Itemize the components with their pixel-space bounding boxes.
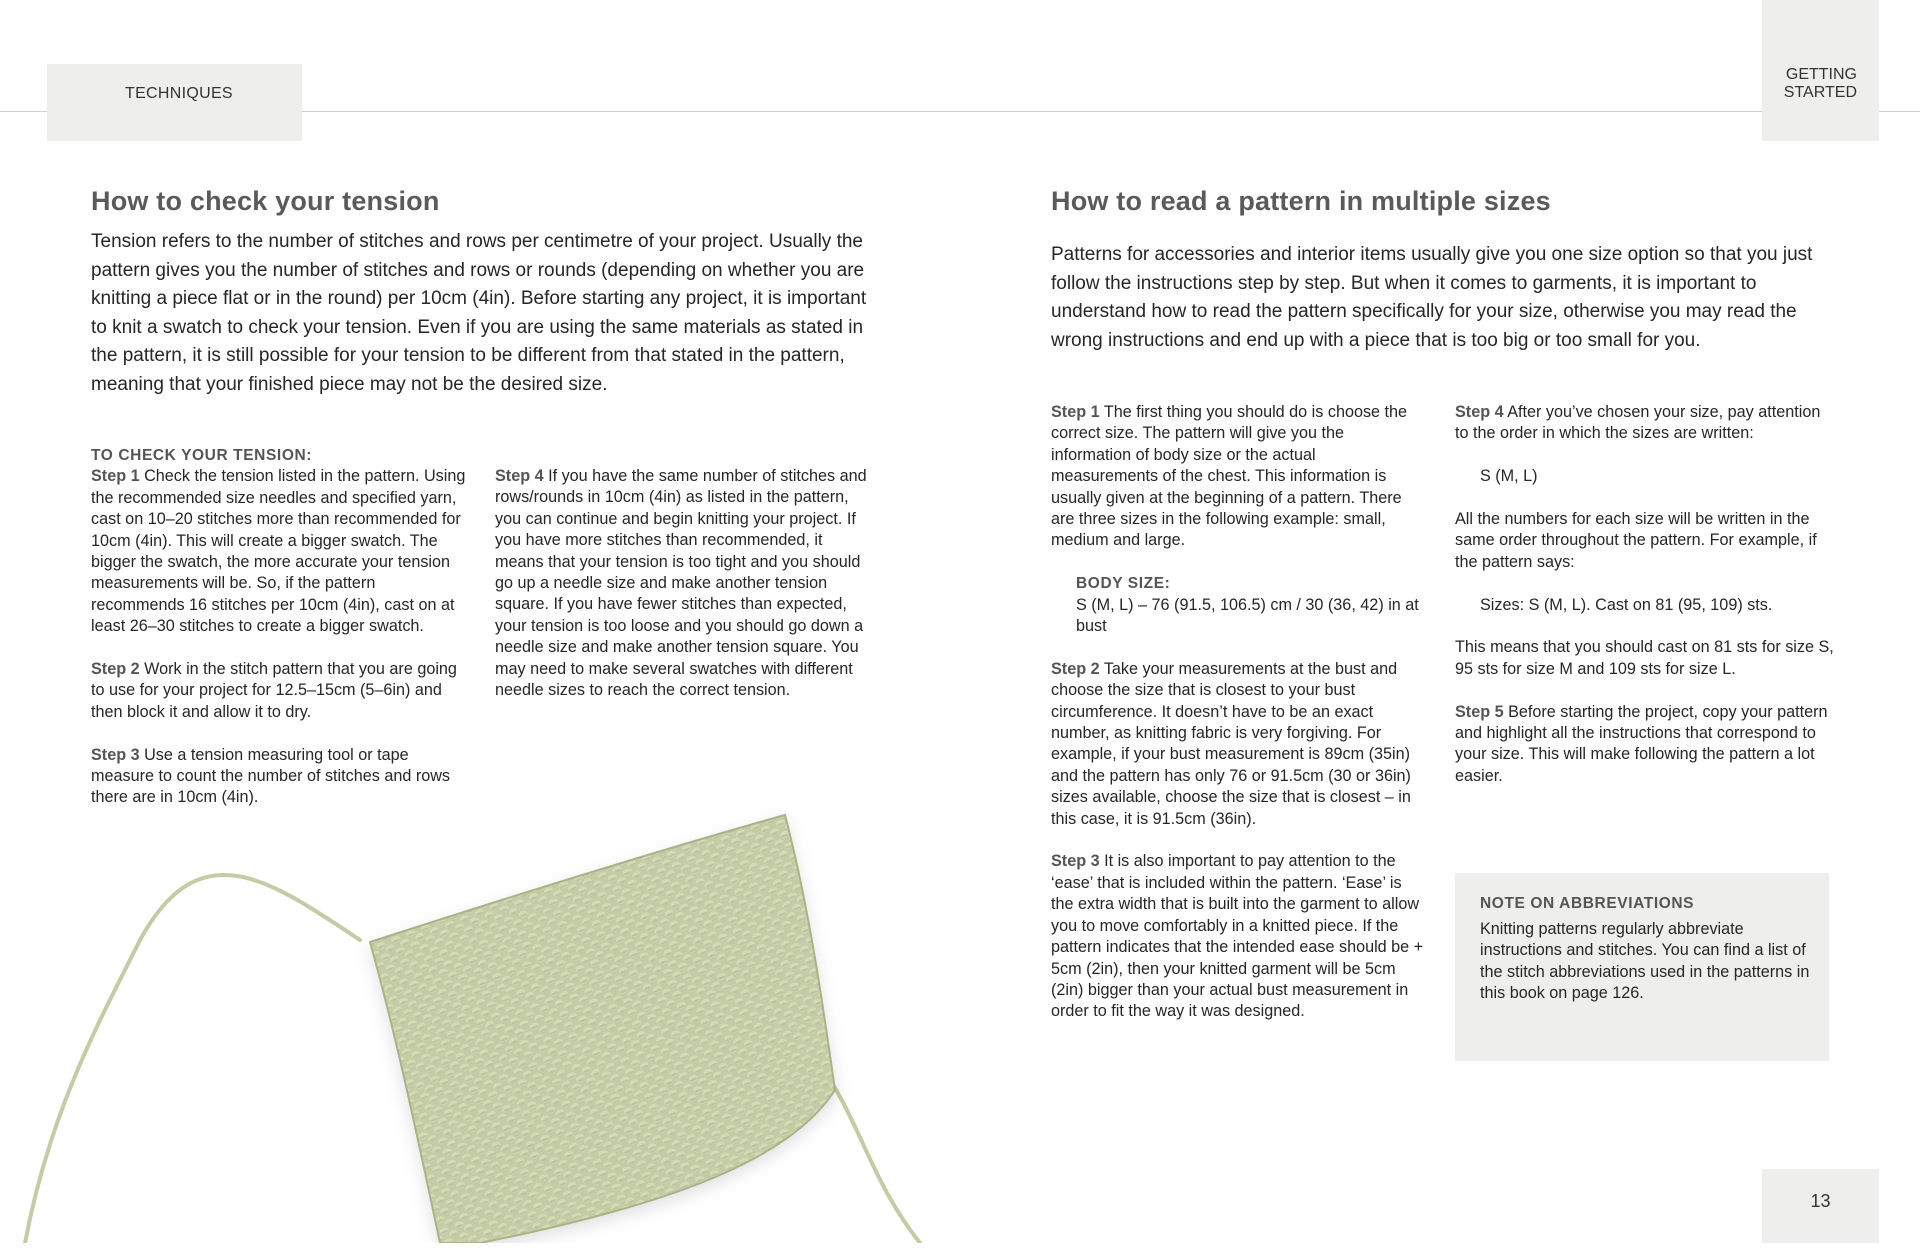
step-text: Check the tension listed in the pattern. Using the recommended size needles and specified yarn, cast on 10–20 stitches more than recommended for 10cm (4in). This will create a bigger swatch. The bigger the swatch, the more accurate your tension measurements will be. So, if the pattern recommends 16 stitches per 10cm (4in), cast on at least 26–30 stitches to create a bigger swatch. (91, 467, 466, 636)
left-steps-column-1 (91, 445, 466, 830)
right-intro-paragraph: Patterns for accessories and interior items usually give you one size option so that you just follow the instructions step by step. But when it comes to garments, it is important to understand how to read the pattern specifically for your size, otherwise you may read the wrong instructions and end up with a piece that is too big or too small for you. (1051, 244, 1813, 351)
section-tab-left (47, 64, 302, 141)
step-label: Step 1 (1051, 403, 1100, 421)
step-label: Step 4 (495, 467, 544, 485)
sizes-example: S (M, L) (1480, 467, 1538, 486)
step-label: Step 1 (91, 467, 140, 486)
page-number-tab (1762, 1169, 1879, 1243)
right-page-title: How to read a pattern in multiple sizes (1051, 186, 1551, 216)
page-number: 13 (1810, 1191, 1831, 1211)
body-size-text: S (M, L) – 76 (91.5, 106.5) cm / 30 (36, 42) in at bust (1076, 595, 1419, 636)
step-label: Step 3 (91, 745, 140, 764)
left-step-4 (495, 466, 875, 701)
right-step-4 (1455, 402, 1835, 445)
right-steps-column-2 (1455, 402, 1835, 809)
step-text: The first thing you should do is choose the correct size. The pattern will give you the information of body size or the actual measurements of the chest. This information is usually given at the beginning of a pattern. There are three sizes in the following example: small, medium and large. (1051, 403, 1408, 550)
section-label-left: TECHNIQUES (125, 85, 233, 102)
cast-on-meaning-text: This means that you should cast on 81 sts for size S, 95 sts for size M and 109 sts for size L. (1455, 638, 1834, 678)
step-label: Step 5 (1455, 702, 1504, 721)
note-heading: NOTE ON ABBREVIATIONS (1480, 895, 1695, 912)
left-step-2 (91, 659, 466, 723)
left-intro-paragraph: Tension refers to the number of stitches and rows per centimetre of your project. Usually the pattern gives you the number of stitches and rows or rounds (depending on whether you are knitting a piece flat or in the round) per 10cm (4in). Before starting any project, it is important to knit a swatch to check your tension. Even if you are using the same materials as stated in the pattern, it is still possible for your tension to be different from that stated in the pattern, meaning that your finished piece may not be the desired size. (91, 231, 867, 395)
body-size-example (1051, 573, 1426, 637)
right-step-5 (1455, 702, 1835, 788)
right-steps-column-1 (1051, 402, 1426, 1044)
left-page-title: How to check your tension (91, 186, 440, 216)
right-step-3 (1051, 851, 1426, 1022)
knitted-swatch-image (20, 790, 965, 1243)
step-text: After you’ve chosen your size, pay attention to the order in which the sizes are written: (1455, 403, 1821, 443)
note-box (1455, 873, 1829, 1061)
note-text: Knitting patterns regularly abbreviate instructions and stitches. You can find a list of the stitch abbreviations used in the patterns in this book on page 126. (1480, 920, 1810, 1003)
step-text: Work in the stitch pattern that you are going to use for your project for 12.5–15cm (5–6in) and then block it and allow it to dry. (91, 660, 457, 721)
step-label: Step 2 (1051, 659, 1100, 678)
cast-on-example: Sizes: S (M, L). Cast on 81 (95, 109) sts. (1480, 595, 1773, 614)
tension-subheading: TO CHECK YOUR TENSION: (91, 447, 313, 464)
size-order-text: All the numbers for each size will be written in the same order throughout the pattern. For example, if the pattern says: (1455, 510, 1817, 571)
left-steps-column-2 (495, 466, 875, 723)
section-tab-right (1762, 0, 1879, 141)
step-text: Use a tension measuring tool or tape measure to count the number of stitches and rows there are in 10cm (4in). (91, 745, 451, 807)
step-label: Step 4 (1455, 403, 1504, 421)
body-size-label: BODY SIZE: (1076, 575, 1171, 593)
step-text: Take your measurements at the bust and choose the size that is closest to your bust circumference. It doesn’t have to be an exact number, as knitting fabric is very forgiving. For example, if your bust measurement is 89cm (35in) and the pattern has only 76 or 91.5cm (30 or 36in) sizes available, choose the size that is closest – in this case, it is 91.5cm (36in). (1051, 659, 1411, 828)
step-text: It is also important to pay attention to the ‘ease’ that is included within the pattern. ‘Ease’ is the extra width that is built into the garment to allow you to move comfortably in a knitted piece. If the pattern indicates that the intended ease should be + 5cm (2in), then your knitted garment will be 5cm (2in) bigger than your actual bust measurement in order to fit the way it was designed. (1051, 852, 1424, 1021)
step-label: Step 3 (1051, 852, 1100, 871)
right-step-1 (1051, 402, 1426, 552)
step-text: Before starting the project, copy your pattern and highlight all the instructions that correspond to your size. This will make following the pattern a lot easier. (1455, 702, 1828, 785)
step-text: If you have the same number of stitches and rows/rounds in 10cm (4in) as listed in the pattern, you can continue and begin knitting your project. If you have more stitches than recommended, it means that your tension is too tight and you should go up a needle size and make another tension square. If you have fewer stitches than expected, your tension is too loose and you should go down a needle size and make another tension square. You may need to make several swatches with different needle sizes to reach the correct tension. (495, 467, 867, 700)
right-step-2 (1051, 659, 1426, 830)
step-label: Step 2 (91, 660, 140, 679)
left-step-1 (91, 466, 466, 637)
section-label-right: GETTING STARTED (1783, 66, 1857, 101)
